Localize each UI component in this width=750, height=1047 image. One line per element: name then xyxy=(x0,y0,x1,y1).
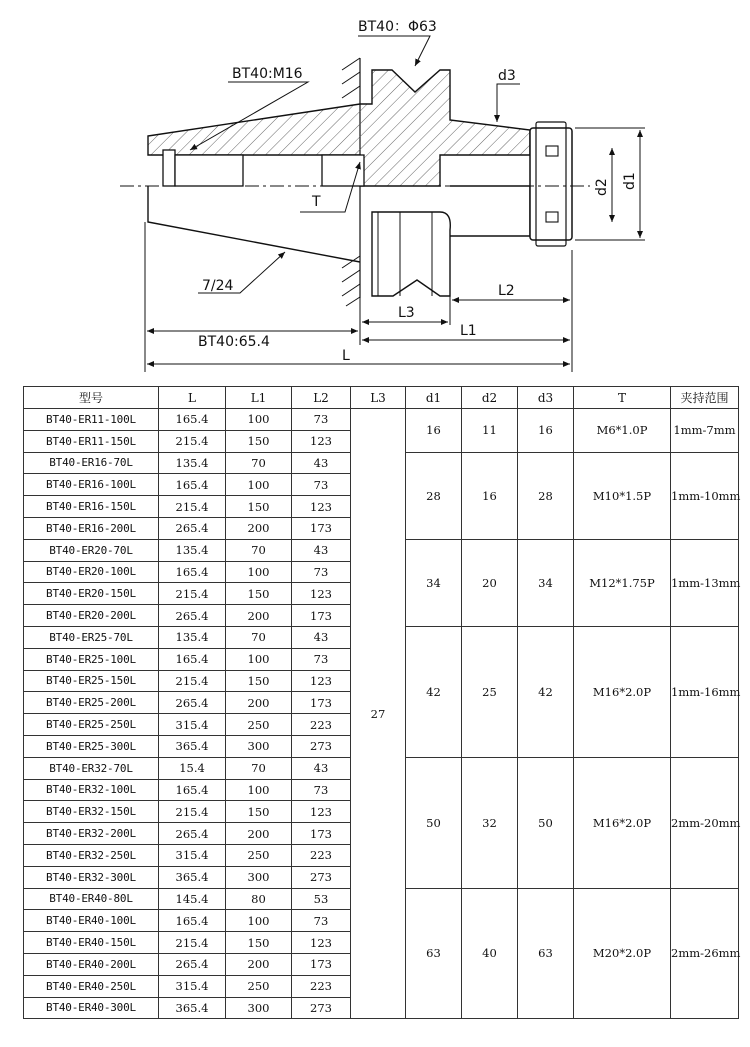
d2-cell: 11 xyxy=(462,409,518,453)
clamp-range-cell: 1mm-10mm xyxy=(671,452,739,539)
L1-cell: 100 xyxy=(226,910,292,932)
table-row xyxy=(24,409,739,431)
model-cell: BT40-ER32-200L xyxy=(24,823,159,845)
d3-cell: 50 xyxy=(518,757,574,888)
L-cell: 265.4 xyxy=(159,692,226,714)
L2-cell: 53 xyxy=(292,888,351,910)
T-cell: M16*2.0P xyxy=(574,626,671,757)
L-cell: 215.4 xyxy=(159,583,226,605)
L-cell: 215.4 xyxy=(159,801,226,823)
model-cell: BT40-ER25-100L xyxy=(24,648,159,670)
L1-cell: 80 xyxy=(226,888,292,910)
model-cell: BT40-ER25-300L xyxy=(24,735,159,757)
L-cell: 135.4 xyxy=(159,626,226,648)
d3-cell: 63 xyxy=(518,888,574,1019)
L1-cell: 250 xyxy=(226,714,292,736)
d3-cell: 16 xyxy=(518,409,574,453)
L1-cell: 150 xyxy=(226,932,292,954)
L-cell: 265.4 xyxy=(159,605,226,627)
model-cell: BT40-ER25-70L xyxy=(24,626,159,648)
thread-recess xyxy=(163,150,175,186)
L2-cell: 223 xyxy=(292,714,351,736)
header-T: T xyxy=(574,387,671,409)
L2-cell: 123 xyxy=(292,496,351,518)
label-flange: BT40：Φ63 xyxy=(358,19,437,35)
model-cell: BT40-ER16-70L xyxy=(24,452,159,474)
L-cell: 215.4 xyxy=(159,496,226,518)
L1-cell: 200 xyxy=(226,517,292,539)
d3-cell: 34 xyxy=(518,539,574,626)
L2-cell: 223 xyxy=(292,844,351,866)
label-L: L xyxy=(342,348,350,364)
model-cell: BT40-ER16-200L xyxy=(24,517,159,539)
L-cell: 265.4 xyxy=(159,517,226,539)
L2-cell: 43 xyxy=(292,539,351,561)
L-cell: 315.4 xyxy=(159,844,226,866)
label-T: T xyxy=(312,194,321,210)
L1-cell: 250 xyxy=(226,844,292,866)
d1-cell: 34 xyxy=(406,539,462,626)
L-cell: 215.4 xyxy=(159,430,226,452)
L2-cell: 173 xyxy=(292,517,351,539)
L2-cell: 123 xyxy=(292,932,351,954)
L-cell: 165.4 xyxy=(159,779,226,801)
L1-cell: 70 xyxy=(226,757,292,779)
holder-outline-lower xyxy=(148,186,360,262)
clamp-range-cell: 1mm-16mm xyxy=(671,626,739,757)
L-cell: 135.4 xyxy=(159,539,226,561)
label-thread: BT40:M16 xyxy=(232,66,303,82)
model-cell: BT40-ER16-150L xyxy=(24,496,159,518)
d3-cell: 42 xyxy=(518,626,574,757)
L2-cell: 223 xyxy=(292,975,351,997)
L2-cell: 43 xyxy=(292,452,351,474)
L3-cell: 27 xyxy=(351,409,406,1019)
header-d3: d3 xyxy=(518,387,574,409)
model-cell: BT40-ER40-200L xyxy=(24,953,159,975)
T-cell: M16*2.0P xyxy=(574,757,671,888)
label-d1: d1 xyxy=(622,172,638,190)
L1-cell: 70 xyxy=(226,452,292,474)
L1-cell: 150 xyxy=(226,801,292,823)
model-cell: BT40-ER25-150L xyxy=(24,670,159,692)
L1-cell: 150 xyxy=(226,583,292,605)
L2-cell: 73 xyxy=(292,779,351,801)
L2-cell: 123 xyxy=(292,801,351,823)
L1-cell: 150 xyxy=(226,670,292,692)
model-cell: BT40-ER11-100L xyxy=(24,409,159,431)
L-cell: 215.4 xyxy=(159,670,226,692)
L-cell: 265.4 xyxy=(159,823,226,845)
model-cell: BT40-ER32-100L xyxy=(24,779,159,801)
L1-cell: 100 xyxy=(226,648,292,670)
model-cell: BT40-ER40-100L xyxy=(24,910,159,932)
d1-cell: 50 xyxy=(406,757,462,888)
label-d3: d3 xyxy=(498,68,516,84)
L-cell: 365.4 xyxy=(159,866,226,888)
L1-cell: 300 xyxy=(226,997,292,1019)
d3-cell: 28 xyxy=(518,452,574,539)
header-L3: L3 xyxy=(351,387,406,409)
model-cell: BT40-ER20-70L xyxy=(24,539,159,561)
label-d2: d2 xyxy=(594,178,610,196)
L1-cell: 100 xyxy=(226,561,292,583)
spec-table-body xyxy=(24,409,739,1019)
d2-cell: 32 xyxy=(462,757,518,888)
L2-cell: 43 xyxy=(292,757,351,779)
T-cell: M6*1.0P xyxy=(574,409,671,453)
model-cell: BT40-ER32-70L xyxy=(24,757,159,779)
L2-cell: 273 xyxy=(292,866,351,888)
L-cell: 165.4 xyxy=(159,561,226,583)
d2-cell: 16 xyxy=(462,452,518,539)
L-cell: 315.4 xyxy=(159,975,226,997)
L1-cell: 300 xyxy=(226,735,292,757)
d2-cell: 20 xyxy=(462,539,518,626)
label-gauge: BT40:65.4 xyxy=(198,334,270,350)
header-d2: d2 xyxy=(462,387,518,409)
L1-cell: 200 xyxy=(226,605,292,627)
L-cell: 365.4 xyxy=(159,997,226,1019)
d1-cell: 28 xyxy=(406,452,462,539)
clamp-range-cell: 1mm-13mm xyxy=(671,539,739,626)
L2-cell: 123 xyxy=(292,670,351,692)
clamp-range-cell: 2mm-26mm xyxy=(671,888,739,1019)
L1-cell: 100 xyxy=(226,409,292,431)
flange-lower xyxy=(372,212,450,296)
T-cell: M12*1.75P xyxy=(574,539,671,626)
L2-cell: 273 xyxy=(292,735,351,757)
L1-cell: 300 xyxy=(226,866,292,888)
header-L1: L1 xyxy=(226,387,292,409)
L1-cell: 150 xyxy=(226,496,292,518)
L-cell: 165.4 xyxy=(159,409,226,431)
L2-cell: 73 xyxy=(292,910,351,932)
L2-cell: 73 xyxy=(292,648,351,670)
technical-drawing xyxy=(0,0,750,380)
L1-cell: 250 xyxy=(226,975,292,997)
L2-cell: 273 xyxy=(292,997,351,1019)
label-taper: 7/24 xyxy=(202,278,234,294)
model-cell: BT40-ER20-150L xyxy=(24,583,159,605)
model-cell: BT40-ER40-150L xyxy=(24,932,159,954)
d2-cell: 40 xyxy=(462,888,518,1019)
header-model: 型号 xyxy=(24,387,159,409)
label-L1: L1 xyxy=(460,323,477,339)
d1-cell: 63 xyxy=(406,888,462,1019)
collet-nut xyxy=(530,122,572,246)
table-header-row xyxy=(24,387,739,409)
T-cell: M20*2.0P xyxy=(574,888,671,1019)
L2-cell: 73 xyxy=(292,474,351,496)
clamp-range-cell: 2mm-20mm xyxy=(671,757,739,888)
header-L: L xyxy=(159,387,226,409)
L-cell: 165.4 xyxy=(159,648,226,670)
model-cell: BT40-ER40-300L xyxy=(24,997,159,1019)
L1-cell: 100 xyxy=(226,474,292,496)
L2-cell: 73 xyxy=(292,561,351,583)
L1-cell: 70 xyxy=(226,626,292,648)
L1-cell: 200 xyxy=(226,692,292,714)
L-cell: 265.4 xyxy=(159,953,226,975)
T-cell: M10*1.5P xyxy=(574,452,671,539)
L2-cell: 123 xyxy=(292,583,351,605)
L2-cell: 73 xyxy=(292,409,351,431)
L-cell: 315.4 xyxy=(159,714,226,736)
L2-cell: 43 xyxy=(292,626,351,648)
model-cell: BT40-ER40-80L xyxy=(24,888,159,910)
L-cell: 135.4 xyxy=(159,452,226,474)
model-cell: BT40-ER20-100L xyxy=(24,561,159,583)
L2-cell: 173 xyxy=(292,953,351,975)
L2-cell: 173 xyxy=(292,605,351,627)
model-cell: BT40-ER32-300L xyxy=(24,866,159,888)
L2-cell: 173 xyxy=(292,823,351,845)
L-cell: 165.4 xyxy=(159,910,226,932)
L-cell: 165.4 xyxy=(159,474,226,496)
header-d1: d1 xyxy=(406,387,462,409)
model-cell: BT40-ER25-200L xyxy=(24,692,159,714)
header-clamp-range: 夹持范围 xyxy=(671,387,739,409)
d1-cell: 16 xyxy=(406,409,462,453)
clamp-range-cell: 1mm-7mm xyxy=(671,409,739,453)
L2-cell: 173 xyxy=(292,692,351,714)
L1-cell: 100 xyxy=(226,779,292,801)
model-cell: BT40-ER32-150L xyxy=(24,801,159,823)
label-L3: L3 xyxy=(398,305,415,321)
L1-cell: 200 xyxy=(226,823,292,845)
model-cell: BT40-ER11-150L xyxy=(24,430,159,452)
L1-cell: 150 xyxy=(226,430,292,452)
model-cell: BT40-ER20-200L xyxy=(24,605,159,627)
L1-cell: 70 xyxy=(226,539,292,561)
L2-cell: 123 xyxy=(292,430,351,452)
d2-cell: 25 xyxy=(462,626,518,757)
L1-cell: 200 xyxy=(226,953,292,975)
L-cell: 215.4 xyxy=(159,932,226,954)
model-cell: BT40-ER32-250L xyxy=(24,844,159,866)
model-cell: BT40-ER16-100L xyxy=(24,474,159,496)
header-L2: L2 xyxy=(292,387,351,409)
L-cell: 145.4 xyxy=(159,888,226,910)
d1-cell: 42 xyxy=(406,626,462,757)
model-cell: BT40-ER40-250L xyxy=(24,975,159,997)
L-cell: 15.4 xyxy=(159,757,226,779)
spec-table xyxy=(23,386,739,1019)
L-cell: 365.4 xyxy=(159,735,226,757)
label-L2: L2 xyxy=(498,283,515,299)
model-cell: BT40-ER25-250L xyxy=(24,714,159,736)
